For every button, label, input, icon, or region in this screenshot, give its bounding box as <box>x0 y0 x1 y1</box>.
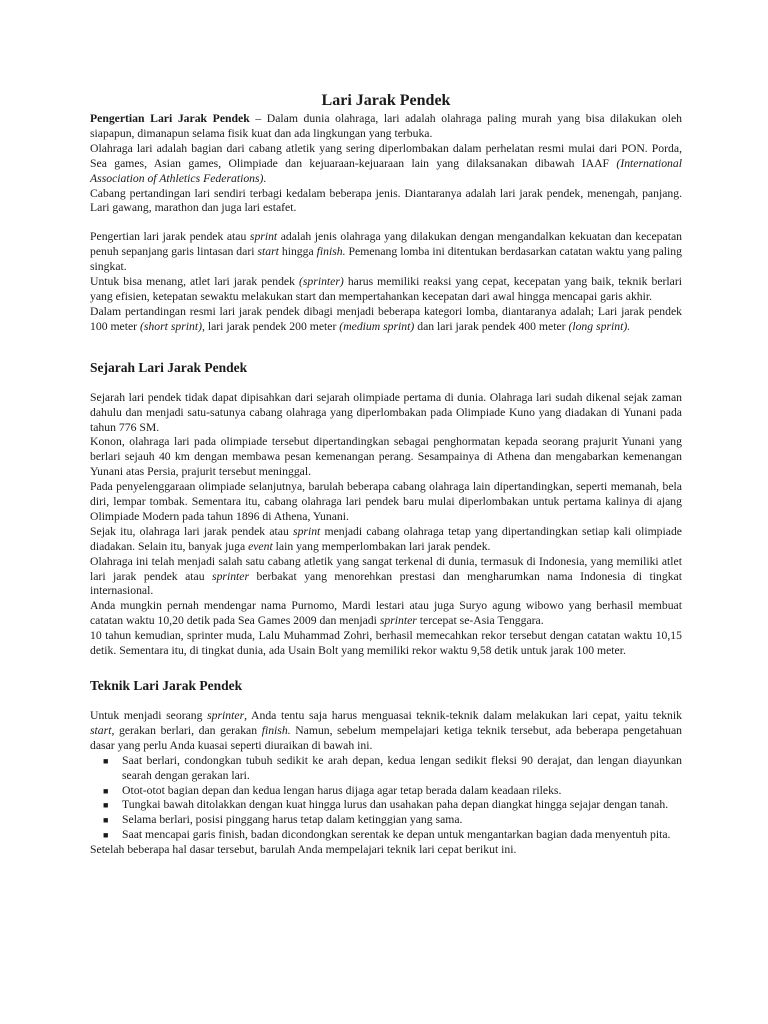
bullet-square-icon: ■ <box>103 785 109 796</box>
intro-p2-italic: (International Association of Athletics Federations). <box>90 156 682 185</box>
intro-p6-a: Dalam pertandingan resmi lari jarak pendek dibagi menjadi beberapa kategori lomba, diantaranya adalah; Lari jarak pendek 100 meter <box>90 304 682 333</box>
sejarah-p4-i1: sprint <box>293 524 321 538</box>
sejarah-p5-b: berbakat yang menorehkan prestasi dan mengharumkan nama Indonesia di tingkat internasional. <box>90 569 682 598</box>
list-item-text: Saat berlari, condongkan tubuh sedikit ke arah depan, kedua lengan sedikit fleksi 90 derajat, dan lengan diayunkan searah dengan gerakan lari. <box>122 753 682 782</box>
sejarah-p6-i: sprinter <box>379 614 417 628</box>
teknik-p1-c: , gerakan berlari, dan gerakan <box>111 723 262 737</box>
intro-lead-text: – Dalam dunia olahraga, lari adalah olahraga paling murah yang bisa dilakukan oleh siapapun, dimanapun selama fisik kuat dan ada lingkungan yang terbuka. <box>90 112 682 140</box>
sejarah-paragraph-1: Sejarah lari pendek tidak dapat dipisahkan dari sejarah olimpiade pertama di dunia. Olahraga lari sudah dikenal sejak zaman dahulu dan menjadi satu-satunya cabang olahraga yang diperlombakan pada Olimpiade Kuno yang diadakan di Yunani pada tahun 776 SM. <box>90 390 682 434</box>
sejarah-paragraph-7: 10 tahun kemudian, sprinter muda, Lalu Muhammad Zohri, berhasil memecahkan rekor tersebut dengan catatan waktu 10,15 detik. Sementara itu, di tingkat dunia, ada Usain Bolt yang memiliki rekor waktu 9,58 detik untuk jarak 100 meter. <box>90 629 682 658</box>
section-sejarah <box>90 359 682 659</box>
sejarah-p5-a: Olahraga ini telah menjadi salah satu cabang atletik yang sangat terkenal di dunia, termasuk di Indonesia, yang memiliki atlet lari jarak pendek atau <box>90 554 682 583</box>
intro-p5-b: harus memiliki reaksi yang cepat, kecepatan yang baik, teknik berlari yang efisien, ketepatan sewaktu melakukan start dan mempertahankan kecepatan dari awal hingga mencapai garis akhir. <box>90 275 683 303</box>
sejarah-p4-i2: event <box>248 539 273 553</box>
intro-p5-i: (sprinter) <box>298 275 344 289</box>
sejarah-p6-b: tercepat se-Asia Tenggara. <box>416 614 544 628</box>
list-item <box>103 828 682 843</box>
list-item <box>103 753 682 784</box>
sejarah-paragraph-5 <box>90 555 682 600</box>
intro-p4-a: Pengertian lari jarak pendek atau <box>90 230 250 244</box>
intro-lead-bold: Pengertian Lari Jarak Pendek <box>90 112 250 125</box>
sejarah-p4-a: Sejak itu, olahraga lari jarak pendek atau <box>90 524 294 538</box>
intro-p6-i2: (medium sprint) <box>339 319 415 333</box>
sejarah-paragraph-2: Konon, olahraga lari pada olimpiade tersebut dipertandingkan sebagai penghormatan kepada seorang prajurit Yunani yang berlari sejauh 40 km dengan membawa pesan kemenangan perang. Sesampainya di Athena dan mengabarkan kemenangan Yunani atas Persia, prajurit tersebut meninggal. <box>90 435 682 479</box>
list-item-text: Tungkai bawah ditolakkan dengan kuat hingga lurus dan usahakan paha depan diangkat hingga sejajar dengan tanah. <box>122 798 669 812</box>
sejarah-p6-a: Anda mungkin pernah mendengar nama Purnomo, Mardi lestari atau juga Suryo agung wibowo yang berhasil membuat catatan waktu 10,20 detik pada Sea Games 2009 dan menjadi <box>90 599 682 628</box>
list-item <box>103 798 682 813</box>
section-heading-teknik: Teknik Lari Jarak Pendek <box>90 678 243 693</box>
sejarah-paragraph-4 <box>90 525 682 555</box>
teknik-bullet-list <box>90 754 682 843</box>
bullet-square-icon: ■ <box>103 830 109 841</box>
teknik-p1-i1: sprinter <box>207 709 245 722</box>
list-item-text: Selama berlari, posisi pinggang harus tetap dalam ketinggian yang sama. <box>122 813 463 827</box>
intro-p4-i2: start <box>257 245 279 259</box>
intro-p4-i1: sprint <box>249 230 278 244</box>
list-item-text: Otot-otot bagian depan dan kedua lengan harus dijaga agar tetap berada dalam keadaan rileks. <box>122 783 562 797</box>
intro-p4-b: adalah jenis olahraga yang dilakukan dengan mengandalkan kekuatan dan kecepatan penuh sepanjang garis lintasan dari <box>90 230 682 259</box>
intro-paragraph-3: Cabang pertandingan lari sendiri terbagi kedalam beberapa jenis. Diantaranya adalah lari jarak pendek, menengah, panjang. Lari gawang, marathon dan juga lari estafet. <box>90 186 682 215</box>
teknik-p1-b: , Anda tentu saja harus menguasai teknik-teknik dalam melakukan lari cepat, yaitu teknik <box>244 709 682 722</box>
teknik-p1-i3: finish. <box>261 723 291 737</box>
sejarah-p4-b: menjadi cabang olahraga tetap yang dipertandingkan setiap kali olimpiade diadakan. Selain itu, banyak juga <box>90 524 682 553</box>
teknik-p1-i2: start <box>90 723 112 737</box>
teknik-p1-d: Namun, sebelum mempelajari ketiga teknik tersebut, ada beberapa pengetahuan dasar yang perlu Anda kuasai seperti diuraikan di bawah ini. <box>90 723 683 752</box>
intro-p4-i3: finish. <box>316 245 346 259</box>
sejarah-paragraph-6 <box>90 599 682 629</box>
intro-paragraph-6 <box>90 305 682 335</box>
intro-p5-a: Untuk bisa menang, atlet lari jarak pendek <box>90 275 299 289</box>
bullet-square-icon: ■ <box>103 800 109 811</box>
list-item <box>103 783 682 799</box>
section-teknik <box>90 677 682 858</box>
intro-p4-c: hingga <box>278 245 317 259</box>
teknik-p1-a: Untuk menjadi seorang <box>90 709 208 722</box>
intro-paragraph-2 <box>90 142 682 187</box>
intro-p2-text: Olahraga lari adalah bagian dari cabang atletik yang sering diperlombakan dalam perhelatan resmi mulai dari PON. Porda, Sea games, Asian games, Olimpiade dan kejuaraan-kejuaraan lain yang dilaksanakan dibawah IAAF <box>90 141 682 170</box>
list-item-text: Saat mencapai garis finish, badan dicondongkan serentak ke depan untuk mengantarkan bagian dada menyentuh pita. <box>122 828 671 842</box>
list-item <box>103 813 682 828</box>
teknik-closing-paragraph: Setelah beberapa hal dasar tersebut, barulah Anda mempelajari teknik lari cepat berikut ini. <box>90 843 517 857</box>
teknik-paragraph-1 <box>90 709 682 754</box>
bullet-square-icon: ■ <box>103 815 109 826</box>
page-title: Lari Jarak Pendek <box>321 92 451 109</box>
intro-paragraph-1 <box>90 112 682 142</box>
intro-p6-c: dan lari jarak pendek 400 meter <box>414 319 569 333</box>
section-heading-sejarah: Sejarah Lari Jarak Pendek <box>90 359 248 375</box>
intro-paragraph-5 <box>90 275 682 305</box>
intro-p6-b: , lari jarak pendek 200 meter <box>202 319 340 333</box>
sejarah-p5-i: sprinter <box>212 569 250 583</box>
bullet-square-icon: ■ <box>103 755 109 766</box>
intro-p4-d: Pemenang lomba ini ditentukan berdasarkan catatan waktu yang paling singkat. <box>90 245 682 274</box>
sejarah-paragraph-3: Pada penyelenggaraan olimpiade selanjutnya, barulah beberapa cabang olahraga lain dipertandingkan, seperti memanah, bela diri, lempar tombak. Sementara itu, cabang olahraga lari pendek baru mulai diperlombakan untuk pertama kalinya di ajang Olimpiade Modern pada tahun 1896 di Athena, Yunani. <box>90 480 682 523</box>
intro-p6-i1: (short sprint) <box>139 319 203 333</box>
intro-p6-i3: (long sprint). <box>568 319 631 333</box>
intro-paragraph-4 <box>90 230 682 275</box>
sejarah-p4-c: lain yang memperlombakan lari jarak pendek. <box>272 539 491 553</box>
